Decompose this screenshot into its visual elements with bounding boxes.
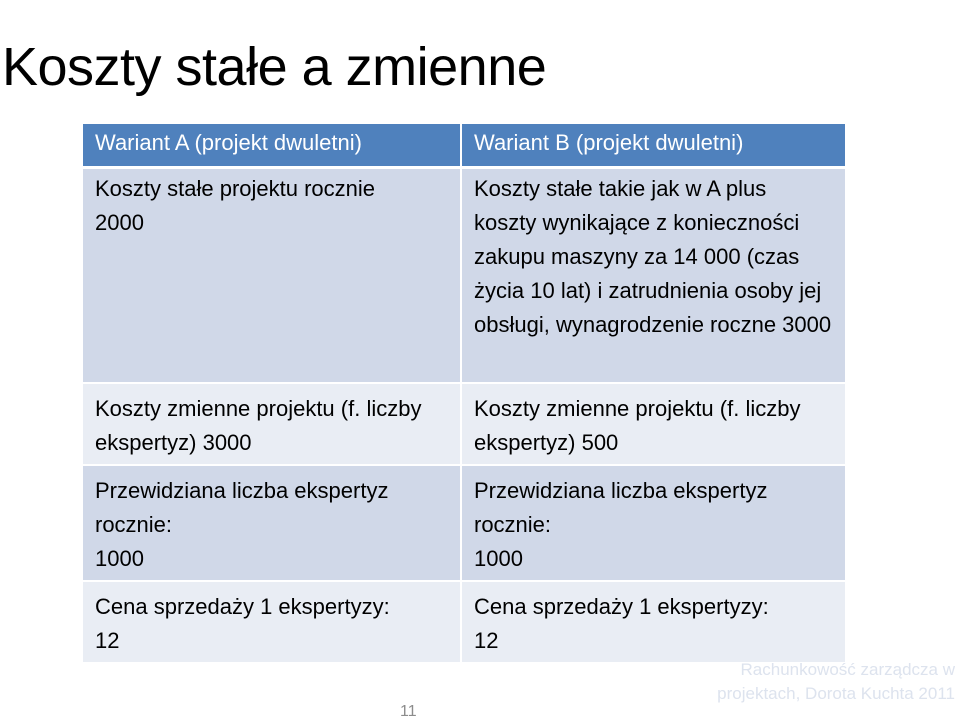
- table-header-row: [83, 124, 845, 168]
- table-row-unit-price: [83, 581, 845, 662]
- table-row-variable-costs: [83, 383, 845, 465]
- cell-b-variable-costs: [461, 383, 845, 465]
- footer-note: Rachunkowość zarządcza w projektach, Dorota Kuchta 2011: [717, 660, 955, 703]
- cell-text: Cena sprzedaży 1 ekspertyzy: 12: [95, 594, 390, 653]
- header-variant-b: Wariant B (projekt dwuletni): [461, 124, 845, 168]
- cell-a-variable-costs: [83, 383, 461, 465]
- slide-title: Koszty stałe a zmienne: [2, 37, 547, 98]
- cell-text: Cena sprzedaży 1 ekspertyzy: 12: [474, 594, 769, 653]
- cell-b-unit-price: [461, 581, 845, 662]
- cell-b-fixed-costs: [461, 168, 845, 384]
- table-row-expected-quantity: [83, 465, 845, 581]
- table-row-fixed-costs: [83, 168, 845, 384]
- cell-text: Przewidziana liczba ekspertyz rocznie: 1000: [474, 478, 768, 571]
- cell-text: Koszty zmienne projektu (f. liczby ekspertyz) 3000: [95, 396, 422, 455]
- cell-a-expected-quantity: [83, 465, 461, 581]
- cell-b-expected-quantity: [461, 465, 845, 581]
- cell-a-unit-price: [83, 581, 461, 662]
- page-number: 11: [400, 703, 417, 720]
- cell-text: Przewidziana liczba ekspertyz rocznie: 1000: [95, 478, 389, 571]
- cell-text: Koszty stałe takie jak w A plus koszty wynikające z konieczności zakupu maszyny za 14 000 (czas życia 10 lat) i zatrudnienia osoby jej obsługi, wynagrodzenie roczne 3000: [474, 176, 832, 337]
- header-variant-a: Wariant A (projekt dwuletni): [83, 124, 461, 168]
- cell-text: Koszty zmienne projektu (f. liczby ekspertyz) 500: [474, 396, 801, 455]
- cell-a-fixed-costs: [83, 168, 461, 384]
- cell-text: Koszty stałe projektu rocznie 2000: [95, 176, 376, 235]
- cost-comparison-table: [83, 124, 845, 662]
